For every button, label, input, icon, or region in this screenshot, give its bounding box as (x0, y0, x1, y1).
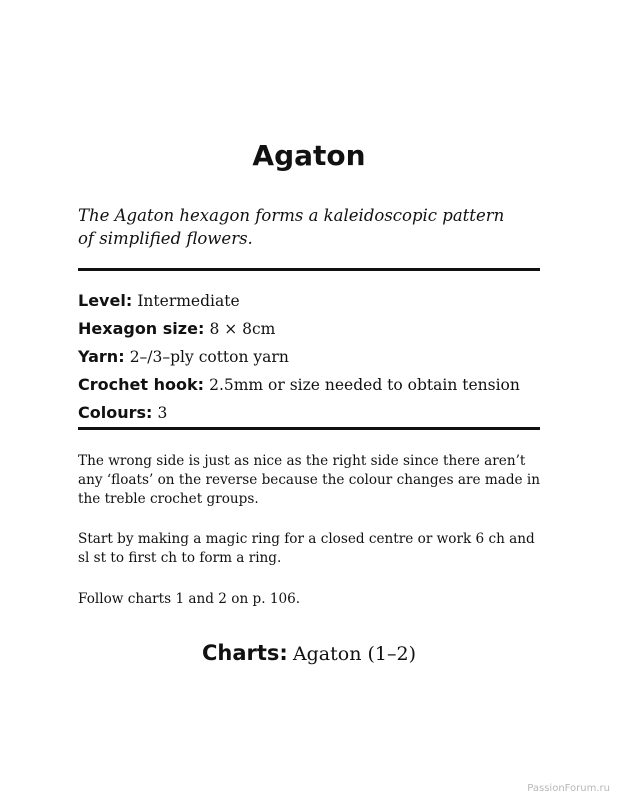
spec-value: Intermediate (137, 292, 240, 310)
spec-level (78, 287, 520, 315)
spec-hexagon-size (78, 315, 520, 343)
spec-label: Hexagon size: (78, 319, 205, 338)
spec-colours (78, 399, 520, 427)
divider-bottom (78, 427, 540, 430)
paragraph-follow-charts: Follow charts 1 and 2 on p. 106. (78, 591, 301, 607)
spec-yarn (78, 343, 520, 371)
intro-text: The Agaton hexagon forms a kaleidoscopic pattern of simplified flowers. (78, 206, 505, 248)
spec-value: 8 × 8cm (209, 320, 276, 338)
spec-label: Colours: (78, 403, 153, 422)
paragraph-wrong-side: The wrong side is just as nice as the right side since there aren’t any ‘floats’ on the reverse because the colour changes are made in the treble crochet groups. (78, 453, 541, 507)
spec-value: 3 (157, 404, 168, 422)
charts-value: Agaton (1–2) (292, 643, 416, 665)
charts-label: Charts: (202, 641, 288, 665)
pattern-specs (78, 287, 520, 427)
watermark: PassionForum.ru (527, 783, 610, 794)
spec-crochet-hook (78, 371, 520, 399)
spec-label: Yarn: (78, 347, 125, 366)
spec-label: Level: (78, 291, 133, 310)
spec-value: 2–/3–ply cotton yarn (129, 348, 289, 366)
page-title: Agaton (252, 139, 366, 172)
paragraph-magic-ring: Start by making a magic ring for a closed centre or work 6 ch and sl st to first ch to form a ring. (78, 531, 535, 566)
charts-reference (0, 638, 618, 670)
divider-top (78, 268, 540, 271)
spec-label: Crochet hook: (78, 375, 204, 394)
spec-value: 2.5mm or size needed to obtain tension (209, 376, 520, 394)
